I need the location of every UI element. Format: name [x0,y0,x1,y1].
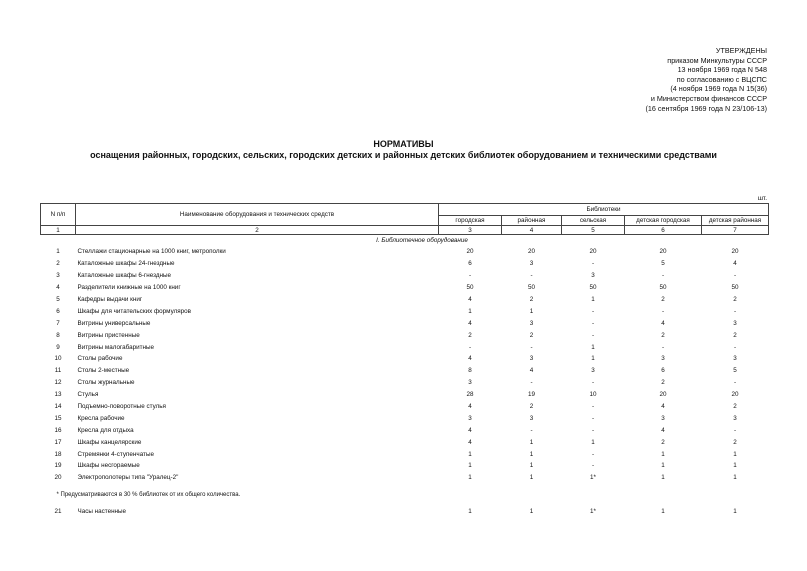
row-value: 3 [591,367,595,375]
row-number: 10 [54,355,62,363]
table-row [41,472,769,484]
row-value: 1 [468,307,472,315]
row-value: 4 [661,426,665,434]
row-value: 2 [468,331,472,339]
row-value: 1* [590,508,596,516]
row-number: 4 [56,284,60,292]
row-value: - [591,307,595,315]
row-number: 14 [54,403,62,411]
table-row [41,329,769,341]
section-row [41,235,769,247]
row-value: - [468,343,472,351]
row-value: 1 [591,343,595,351]
header-city: городская [439,216,502,226]
row-value: - [530,343,533,351]
row-value: 20 [659,391,667,399]
row-value: 1 [733,474,737,482]
row-value: - [661,307,665,315]
document-title: НОРМАТИВЫ [373,139,434,149]
row-value: 1 [591,355,595,363]
row-value: 1 [733,508,737,516]
row-number: 15 [54,414,62,422]
table-row [41,258,769,270]
row-name: Витрины пристенные [77,331,140,339]
unit-label: шт. [757,195,767,202]
row-value: 20 [731,391,739,399]
row-value: - [591,414,595,422]
row-number: 19 [54,462,62,470]
row-number: 2 [56,260,60,268]
row-value: - [591,260,595,268]
header-number: N п/п [41,204,76,226]
row-number: 16 [54,426,62,434]
header-name: Наименование оборудования и технических средств [76,204,439,226]
row-value: - [591,379,595,387]
row-value: - [530,272,533,280]
row-value: 3 [529,319,534,327]
row-value: 28 [466,391,474,399]
footnote-row [41,484,769,506]
table-row [41,389,769,401]
row-value: 2 [661,296,665,303]
table-row [41,270,769,282]
row-name: Кафедры выдачи книг [77,296,143,303]
row-name: Каталожные шкафы 24-гнездные [77,260,175,268]
approval-line: и Министерством финансов СССР [650,93,767,103]
row-name: Часы настенные [77,508,127,516]
row-name: Стремянки 4-ступенчатые [77,450,154,458]
row-value: 1 [661,508,665,516]
table-row [41,436,769,448]
row-value: 50 [466,284,474,292]
row-value: - [530,426,533,434]
row-number: 3 [56,272,60,280]
row-value: 3 [661,355,665,363]
row-name: Разделители книжные на 1000 книг [77,284,181,292]
approval-line: приказом Минкультуры СССР [667,55,767,65]
footnote: * Предусматриваются в 30 % библиотек от их общего количества. [56,492,241,499]
row-name: Столы журнальные [77,379,135,387]
row-name: Шкафы несгораемые [77,462,140,470]
row-name: Витрины малогабаритные [77,343,154,351]
row-value: 1 [591,438,595,446]
row-value: 2 [529,296,534,303]
row-value: 1 [591,296,595,303]
row-number: 6 [56,307,60,315]
table-row [41,305,769,317]
table-row [41,246,769,258]
row-value: 3 [733,414,737,422]
table-row [41,377,769,389]
row-name: Каталожные шкафы 6-гнездные [77,272,172,280]
table-row [41,317,769,329]
row-value: 1 [468,450,472,458]
row-value: 2 [661,379,665,387]
row-value: 2 [529,403,534,411]
row-value: - [530,379,533,387]
approval-line: (4 ноября 1969 года N 15(36) [670,84,767,94]
row-value: 4 [529,367,534,375]
table-row [41,401,769,413]
row-value: 4 [468,296,472,303]
row-number: 20 [54,474,62,482]
header-children-city: детская городская [625,216,702,226]
row-value: 4 [661,403,665,411]
row-value: 4 [468,438,472,446]
approval-block [646,46,767,113]
row-value: 5 [733,367,737,375]
column-number: 4 [502,226,562,235]
row-name: Столы 2-местные [77,367,130,375]
row-value: 10 [589,391,597,399]
norms-table [40,203,769,518]
row-value: 20 [589,248,597,256]
table-row [41,506,769,518]
row-value: 1 [468,474,472,482]
row-number: 11 [54,367,62,375]
row-number: 17 [54,438,62,446]
column-number: 1 [41,226,76,235]
row-value: 4 [661,319,665,327]
row-value: 3 [468,414,472,422]
row-name: Шкафы для читательских формуляров [77,307,192,315]
column-number: 2 [76,226,439,235]
row-value: 1* [590,474,596,482]
table-row [41,365,769,377]
row-name: Стеллажи стационарные на 1000 книг, метрополки [77,248,226,256]
row-value: 2 [733,331,737,339]
row-name: Витрины универсальные [77,319,151,327]
row-value: - [733,307,737,315]
row-name: Столы рабочие [77,355,123,363]
row-value: 1 [529,450,534,458]
table-row [41,412,769,424]
row-value: 4 [468,355,472,363]
row-value: 2 [661,438,665,446]
row-value: - [591,462,595,470]
row-value: 19 [527,391,535,399]
row-name: Подъемно-поворотные стулья [77,403,166,411]
row-number: 21 [54,508,62,516]
table-row [41,341,769,353]
row-value: 4 [468,319,472,327]
table-row [41,353,769,365]
table-row [41,460,769,472]
row-value: 3 [529,355,534,363]
header-rural: сельская [562,216,625,226]
row-value: - [733,379,737,387]
row-value: 3 [661,414,665,422]
row-value: - [591,331,595,339]
column-number: 5 [562,226,625,235]
row-name: Кресла рабочие [77,414,125,422]
table-row [41,424,769,436]
row-name: Стулья [77,391,99,399]
row-value: 20 [527,248,535,256]
row-value: 2 [733,438,737,446]
row-value: 5 [661,260,665,268]
row-value: 2 [733,296,737,303]
row-name: Электрополотеры типа "Уралец-2" [77,474,179,482]
row-value: 20 [731,248,739,256]
row-number: 18 [54,450,62,458]
row-value: 1 [529,508,534,516]
row-value: 1 [661,462,665,470]
row-value: 20 [659,248,667,256]
document-subtitle: оснащения районных, городских, сельских, городских детских и районных детских библиотек оборудованием и техническими средствами [90,150,717,160]
row-value: 1 [529,474,534,482]
row-value: 3 [468,379,472,387]
approval-line: по согласованию с ВЦСПС [676,74,767,84]
row-value: - [468,272,472,280]
row-number: 8 [56,331,60,339]
row-value: 1 [733,450,737,458]
row-value: 50 [589,284,597,292]
row-number: 1 [56,248,60,256]
row-value: 4 [733,260,737,268]
row-value: 4 [468,403,472,411]
row-value: 3 [733,355,737,363]
row-value: 50 [659,284,667,292]
row-value: - [591,403,595,411]
row-name: Кресла для отдыха [77,426,134,434]
header-libraries: Библиотеки [439,204,769,216]
column-number: 6 [625,226,702,235]
row-value: 1 [661,474,665,482]
row-value: - [591,319,595,327]
row-value: 2 [529,331,534,339]
row-value: 1 [661,450,665,458]
row-name: Шкафы канцелярские [77,438,142,446]
column-number: 3 [439,226,502,235]
row-value: 8 [468,367,472,375]
row-value: 3 [591,272,595,280]
row-value: 50 [731,284,739,292]
row-number: 12 [54,379,62,387]
row-value: 50 [527,284,535,292]
header-district: районная [502,216,562,226]
row-value: 1 [529,462,534,470]
approval-line: 13 ноября 1969 года N 548 [677,65,767,75]
row-value: 6 [661,367,665,375]
table-row [41,448,769,460]
row-value: - [733,426,737,434]
row-number: 5 [56,296,60,303]
row-value: 1 [529,307,534,315]
column-number: 7 [702,226,769,235]
row-value: - [591,426,595,434]
row-value: - [733,343,737,351]
row-value: 1 [468,462,472,470]
row-value: 3 [529,414,534,422]
row-value: - [661,343,665,351]
row-value: 2 [661,331,665,339]
approval-line: УТВЕРЖДЕНЫ [715,46,767,55]
row-value: 4 [468,426,472,434]
row-value: 1 [733,462,737,470]
row-value: 3 [733,319,737,327]
table-row [41,294,769,306]
row-value: - [733,272,737,280]
row-value: 3 [529,260,534,268]
row-value: - [591,450,595,458]
section-heading: I. Библиотечное оборудование [376,237,468,244]
row-value: 2 [733,403,737,411]
row-number: 9 [56,343,60,351]
row-number: 13 [54,391,62,399]
row-value: - [661,272,665,280]
row-value: 6 [468,260,472,268]
column-number-row [41,226,769,235]
row-value: 1 [529,438,534,446]
row-value: 1 [468,508,472,516]
row-number: 7 [56,319,60,327]
header-children-district: детская районная [702,216,769,226]
approval-line: (16 сентября 1969 года N 23/106-13) [645,103,767,113]
row-value: 20 [466,248,474,256]
table-row [41,282,769,294]
